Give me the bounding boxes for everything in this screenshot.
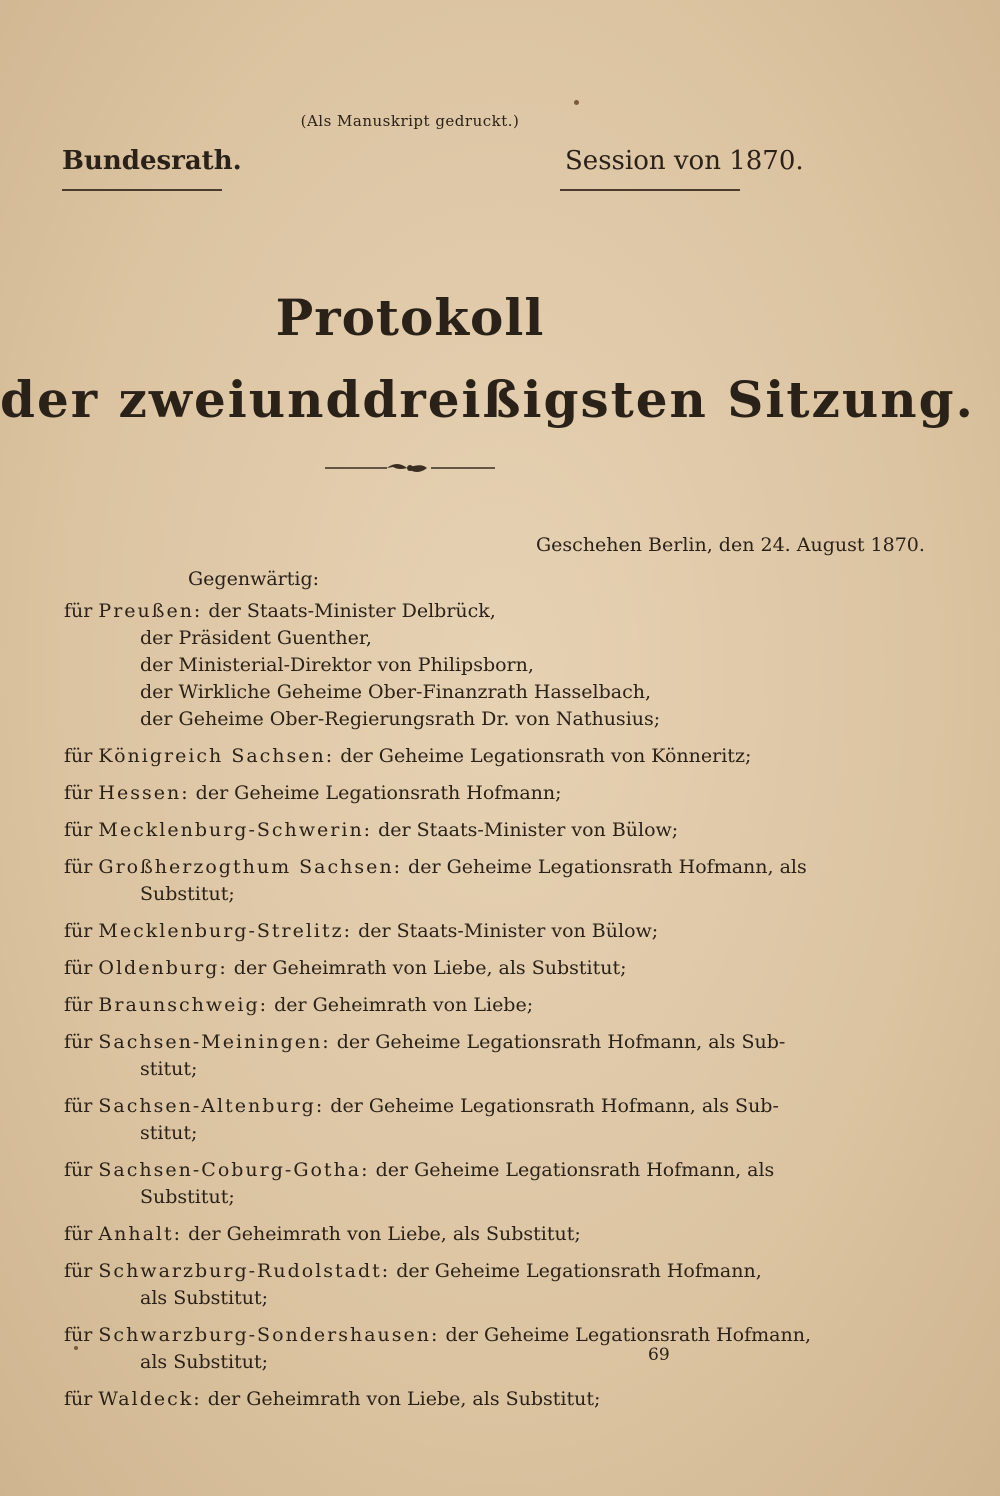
delegate-text: der Geheime Legationsrath Hofmann, als Sub- [336,1031,786,1053]
delegate-text: der Staats-Minister von Bülow; [358,920,659,942]
fuer-label: für [64,600,93,622]
header-session: Session von 1870. [565,146,804,176]
list-item [64,1159,775,1213]
list-item [64,1388,764,1415]
state-name: Sachsen-Meiningen: [98,1031,331,1053]
delegate-text: der Präsident Guenther, [140,627,372,649]
delegate-text: Substitut; [140,883,235,905]
list-item [64,856,807,910]
fuer-label: für [64,745,93,767]
list-item [64,782,764,809]
state-name: Königreich Sachsen: [98,745,335,767]
state-name: Braunschweig: [98,994,269,1016]
delegate-text: der Geheime Legationsrath Hofmann; [195,782,562,804]
state-name: Hessen: [98,782,190,804]
list-item [64,994,764,1021]
delegate-text: der Ministerial-Direktor von Philipsborn, [140,654,534,676]
state-name: Anhalt: [98,1223,183,1245]
header-rule-left [62,189,222,191]
delegate-text: stitut; [140,1122,198,1144]
delegate-text: Substitut; [140,1186,235,1208]
list-item [64,600,764,735]
fuer-label: für [64,1095,93,1117]
page-number: 69 [648,1345,670,1365]
state-name: Sachsen-Coburg-Gotha: [98,1159,370,1181]
delegate-text: als Substitut; [140,1287,268,1309]
list-item [64,920,764,947]
state-name: Schwarzburg-Rudolstadt: [98,1260,391,1282]
fuer-label: für [64,1159,93,1181]
manuscript-note: (Als Manuskript gedruckt.) [300,112,520,130]
attendance-list [64,600,811,1415]
delegate-text: der Geheimrath von Liebe, als Substitut; [207,1388,601,1410]
list-item [64,1095,779,1149]
list-item [64,745,764,772]
list-item [64,1031,786,1085]
paper-speck [574,100,579,105]
ornament-divider [325,456,495,480]
state-name: Schwarzburg-Sondershausen: [98,1324,440,1346]
delegate-text: der Geheimrath von Liebe, als Substitut; [233,957,627,979]
fuer-label: für [64,1223,93,1245]
state-name: Mecklenburg-Strelitz: [98,920,353,942]
paper-speck [74,1346,78,1350]
fuer-label: für [64,819,93,841]
delegate-text: der Geheimrath von Liebe; [274,994,534,1016]
delegate-text: der Staats-Minister Delbrück, [208,600,496,622]
state-name: Waldeck: [98,1388,202,1410]
delegate-text: der Geheime Legationsrath Hofmann, als [375,1159,775,1181]
fuer-label: für [64,957,93,979]
delegate-text: der Geheime Legationsrath Hofmann, als Sub- [330,1095,779,1117]
list-item [64,1223,764,1250]
state-name: Großherzogthum Sachsen: [98,856,402,878]
delegate-text: der Geheime Ober-Regierungsrath Dr. von Nathusius; [140,708,661,730]
state-name: Preußen: [98,600,203,622]
delegate-text: der Staats-Minister von Bülow; [378,819,679,841]
delegate-text: der Wirkliche Geheime Ober-Finanzrath Hasselbach, [140,681,651,703]
fuer-label: für [64,920,93,942]
delegate-text: als Substitut; [140,1351,268,1373]
state-name: Oldenburg: [98,957,228,979]
delegate-text: der Geheime Legationsrath Hofmann, [445,1324,811,1346]
state-name: Mecklenburg-Schwerin: [98,819,373,841]
header-bundesrath: Bundesrath. [62,146,242,176]
delegate-text: der Geheime Legationsrath Hofmann, [396,1260,762,1282]
document-subtitle: der zweiunddreißigsten Sitzung. [0,370,975,429]
delegate-text: der Geheimrath von Liebe, als Substitut; [188,1223,581,1245]
fuer-label: für [64,856,93,878]
present-label: Gegenwärtig: [188,568,320,590]
fuer-label: für [64,1260,93,1282]
document-title: Protokoll [275,288,545,347]
list-item [64,819,764,846]
fuer-label: für [64,1324,93,1346]
fuer-label: für [64,994,93,1016]
delegate-text: stitut; [140,1058,198,1080]
list-item [64,1260,764,1314]
fuer-label: für [64,782,93,804]
fuer-label: für [64,1388,93,1410]
list-item [64,957,764,984]
place-date-line: Geschehen Berlin, den 24. August 1870. [536,534,925,556]
header-rule-right [560,189,740,191]
state-name: Sachsen-Altenburg: [98,1095,325,1117]
delegate-text: der Geheime Legationsrath von Könneritz; [340,745,752,767]
fuer-label: für [64,1031,93,1053]
delegate-text: der Geheime Legationsrath Hofmann, als [408,856,807,878]
